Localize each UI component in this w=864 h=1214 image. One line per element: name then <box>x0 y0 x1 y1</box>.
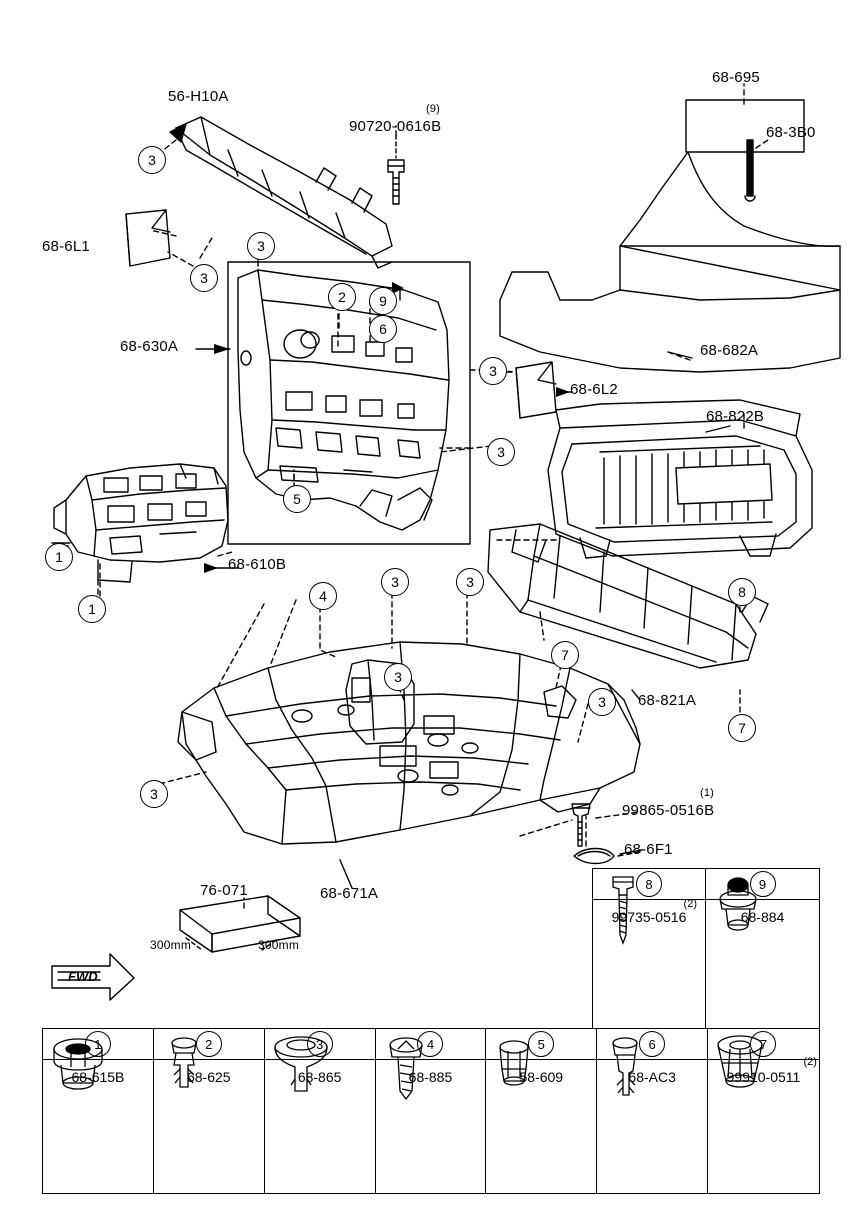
callout-68-6f1: 68-6F1 <box>624 841 673 858</box>
balloon-3: 3 <box>138 146 166 174</box>
callout-68-682a: 68-682A <box>700 342 759 359</box>
balloon-6: 6 <box>369 315 397 343</box>
balloon-5: 5 <box>283 485 311 513</box>
balloon-1: 1 <box>45 543 73 571</box>
callout-68-6l2: 68-6L2 <box>570 381 618 398</box>
tapping-screw-icon <box>593 934 705 1018</box>
balloon-7: 7 <box>728 714 756 742</box>
legend-part-68-615b: 68-615B <box>71 1069 125 1085</box>
legend-part-99735-0516: 99735-0516 (2) <box>611 898 697 925</box>
balloon-3: 3 <box>190 264 218 292</box>
legend-part-68-885: 68-885 <box>408 1069 453 1085</box>
legend-part-68-625: 68-625 <box>186 1069 231 1085</box>
balloon-8: 8 <box>728 578 756 606</box>
legend-cell-3: 3 68-865 <box>265 1029 376 1193</box>
balloon-3: 3 <box>384 663 412 691</box>
balloon-3: 3 <box>247 232 275 260</box>
pin-clip-icon <box>597 1094 707 1178</box>
plug-icon <box>486 1094 596 1178</box>
legend-cell-4: 4 68-885 <box>376 1029 487 1193</box>
callout-68-821a: 68-821A <box>638 692 697 709</box>
balloon-1: 1 <box>78 595 106 623</box>
legend-part-68-ac3: 68-AC3 <box>628 1069 676 1085</box>
callout-68-671a: 68-671A <box>320 885 379 902</box>
legend-cell-1: 1 68-615B <box>43 1029 154 1193</box>
dim-left: 300mm <box>150 938 192 952</box>
callout-68-695: 68-695 <box>712 69 760 86</box>
grommet-icon <box>43 1094 153 1178</box>
balloon-4: 4 <box>309 582 337 610</box>
balloon-7: 7 <box>551 641 579 669</box>
legend-head-9: 9 <box>706 869 819 900</box>
legend-cell-8 <box>593 869 706 1033</box>
fwd-arrow-label: FWD <box>68 969 98 984</box>
balloon-3: 3 <box>456 568 484 596</box>
balloon-3: 3 <box>487 438 515 466</box>
nut-icon <box>708 1094 819 1178</box>
push-rivet-icon <box>706 934 819 1018</box>
balloon-9: 9 <box>369 287 397 315</box>
legend-part-99910-0511: 99910-0511 (2) <box>726 1056 817 1085</box>
balloon-3: 3 <box>381 568 409 596</box>
balloon-3: 3 <box>140 780 168 808</box>
callout-90720-0616b: 90720-0616B <box>349 118 442 135</box>
dim-right: 300mm <box>258 938 300 952</box>
callout-56-h10a: 56-H10A <box>168 88 229 105</box>
balloon-2: 2 <box>328 283 356 311</box>
callout-68-822b: 68-822B <box>706 408 765 425</box>
legend-part-68-884: 68-884 <box>740 909 785 925</box>
legend-table-top <box>592 868 820 1034</box>
callout-68-3b0: 68-3B0 <box>766 124 816 141</box>
legend-cell-9 <box>706 869 819 1033</box>
legend-table-bottom <box>42 1028 820 1194</box>
legend-cell-7: 7 99910-0511 (2) <box>708 1029 819 1193</box>
callout-68-6l1: 68-6L1 <box>42 238 90 255</box>
legend-part-68-865: 68-865 <box>297 1069 342 1085</box>
clip-icon <box>154 1094 264 1178</box>
callout-68-630a: 68-630A <box>120 338 179 355</box>
callout-99865-0516b: 99865-0516B <box>622 802 715 819</box>
qty-99865: (1) <box>700 787 715 799</box>
balloon-3: 3 <box>588 688 616 716</box>
legend-cell-5: 5 58-609 <box>486 1029 597 1193</box>
fastener-icon <box>265 1094 375 1178</box>
callout-76-071: 76-071 <box>200 882 248 899</box>
callout-68-610b: 68-610B <box>228 556 287 573</box>
legend-cell-2: 2 68-625 <box>154 1029 265 1193</box>
legend-head-8: 8 <box>593 869 705 900</box>
screw-grommet-icon <box>376 1094 486 1178</box>
qty-90720: (9) <box>426 103 441 115</box>
legend-cell-6: 6 68-AC3 <box>597 1029 708 1193</box>
balloon-3: 3 <box>479 357 507 385</box>
legend-part-58-609: 58-609 <box>519 1069 564 1085</box>
